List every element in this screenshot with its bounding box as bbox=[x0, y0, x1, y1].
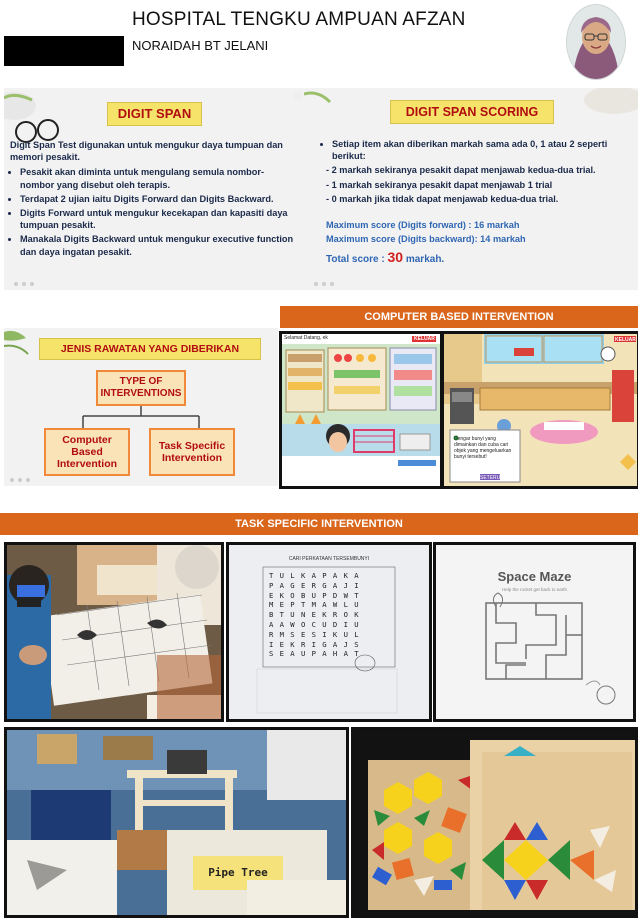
node-computer: Computer Based Intervention bbox=[44, 428, 130, 476]
grid-row: P A G E R G A J I bbox=[269, 580, 360, 590]
section-bar-task: TASK SPECIFIC INTERVENTION bbox=[0, 513, 638, 535]
author-name: NORAIDAH BT JELANI bbox=[132, 38, 269, 53]
slide-title: DIGIT SPAN bbox=[107, 102, 202, 126]
photo-space-maze bbox=[433, 542, 636, 722]
total-value: 30 bbox=[387, 249, 404, 266]
maze-drawing bbox=[436, 545, 633, 719]
max-backward: Maximum score (Digits backward): 14 markah bbox=[326, 234, 526, 245]
grid-row: M E P T M A W L U bbox=[269, 600, 360, 610]
scoring-line: - 0 markah jika tidak dapat menjawab kedua-dua trial. bbox=[326, 193, 559, 204]
slide-title: JENIS RAWATAN YANG DIBERIKAN bbox=[39, 338, 261, 360]
grid-row: S E A U P A H A T bbox=[269, 649, 360, 659]
exit-tag[interactable]: KELUAR bbox=[615, 337, 636, 343]
screen-tag: Selamat Datang, ek bbox=[284, 335, 328, 341]
total-score bbox=[326, 251, 626, 266]
supermarket-scene bbox=[282, 334, 440, 486]
slide-digit-span bbox=[4, 88, 304, 290]
node-task: Task Specific Intervention bbox=[149, 428, 235, 476]
page-title: HOSPITAL TENGKU AMPUAN AFZAN bbox=[132, 9, 466, 30]
bullet: • Terdapat 2 ujian iaitu Digits Forward dan Digits Backward. bbox=[20, 193, 298, 205]
maze-title: Space Maze bbox=[497, 569, 572, 584]
game-instruction: Dengar bunyi yang dimainkan dan cuba cari objek yang mengeluarkan bunyi tersebut! bbox=[454, 436, 512, 460]
slide-title: DIGIT SPAN SCORING bbox=[390, 100, 554, 124]
section-bar-computer: COMPUTER BASED INTERVENTION bbox=[280, 306, 638, 328]
total-prefix: Total score : bbox=[326, 254, 388, 266]
node-root: TYPE OF INTERVENTIONS bbox=[96, 370, 186, 406]
scoring-line: - 2 markah sekiranya pesakit dapat menjawab kedua-dua trial. bbox=[326, 165, 596, 176]
grid-row: I E K R I G A J S bbox=[269, 639, 360, 649]
scoring-intro: • Setiap item akan diberikan markah sama ada 0, 1 atau 2 seperti berikut: bbox=[332, 138, 626, 162]
max-forward: Maximum score (Digits forward) : 16 markah bbox=[326, 220, 520, 231]
photo-pipe-tree bbox=[4, 727, 349, 918]
pipe-tree-label: Pipe Tree bbox=[208, 866, 268, 879]
next-button[interactable]: SETERUSNYA bbox=[480, 475, 514, 481]
pattern-blocks-photo bbox=[354, 730, 635, 915]
wordsearch-grid bbox=[269, 571, 393, 659]
game-screen-supermarket bbox=[279, 331, 443, 489]
wordsearch-title: CARI PERKATAAN TERSEMBUNYI bbox=[288, 556, 370, 562]
slide-intro: Digit Span Test digunakan untuk mengukur daya tumpuan dan memori pesakit. bbox=[10, 140, 283, 163]
slide-intervention-types bbox=[4, 328, 278, 486]
game-screen-kitchen bbox=[441, 331, 638, 489]
redacted-box bbox=[4, 36, 124, 66]
grid-row: E K O B U P D W T bbox=[269, 590, 360, 600]
grid-row: A A W O C U D I U bbox=[269, 619, 360, 629]
photo-pattern-blocks bbox=[351, 727, 638, 918]
scoring-line: - 1 markah sekiranya pesakit dapat menjawab 1 trial bbox=[326, 179, 553, 190]
maze-subtitle: Help the rocket get back to earth bbox=[501, 587, 568, 592]
total-suffix: markah. bbox=[403, 254, 445, 266]
photo-puzzle-activity bbox=[4, 542, 224, 722]
photo-word-search bbox=[226, 542, 432, 722]
avatar bbox=[566, 4, 626, 80]
grid-row: R M S E S I K U L bbox=[269, 629, 360, 639]
grid-row: B T U N E K R O K bbox=[269, 610, 360, 620]
slide-digit-span-scoring bbox=[304, 88, 638, 290]
kitchen-scene bbox=[444, 334, 637, 486]
puzzle-photo bbox=[7, 545, 221, 719]
bullet: • Digits Forward untuk mengukur kecekapan dan kapasiti daya tumpuan pesakit. bbox=[20, 207, 298, 231]
bullet: • Pesakit akan diminta untuk mengulang semula nombor-nombor yang disebut oleh terapis. bbox=[20, 166, 298, 190]
exit-tag[interactable]: KELUAR bbox=[414, 336, 435, 342]
pipe-tree-photo bbox=[7, 730, 346, 915]
grid-row: T U L K A P A K A bbox=[269, 571, 360, 580]
bullet: • Manakala Digits Backward untuk mengukur executive function dan daya ingatan pesakit. bbox=[20, 233, 298, 257]
